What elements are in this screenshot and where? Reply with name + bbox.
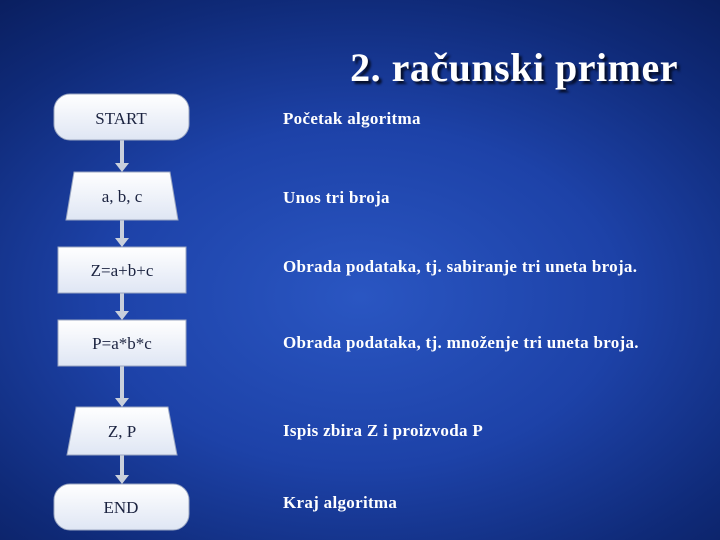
node-label-output: Z, P bbox=[107, 422, 137, 441]
arrowhead bbox=[115, 238, 129, 247]
node-output bbox=[67, 407, 177, 455]
arrowhead bbox=[115, 311, 129, 320]
node-label-input: a, b, c bbox=[101, 187, 143, 206]
slide-title: 2. računski primer bbox=[350, 45, 678, 90]
node-label-end: END bbox=[103, 498, 139, 517]
connector-line bbox=[120, 366, 124, 399]
connector-line bbox=[120, 293, 124, 312]
node-sum bbox=[58, 247, 186, 293]
node-start bbox=[54, 94, 189, 140]
node-label-product: P=a*b*c bbox=[92, 334, 152, 353]
node-input bbox=[66, 172, 178, 220]
connector-line bbox=[120, 455, 124, 476]
description-sum: Obrada podataka, tj. sabiranje tri uneta broja. bbox=[283, 257, 638, 276]
description-input: Unos tri broja bbox=[283, 188, 390, 207]
node-end bbox=[54, 484, 189, 530]
description-start: Početak algoritma bbox=[283, 109, 421, 128]
node-label-start: START bbox=[95, 109, 147, 128]
node-product bbox=[58, 320, 186, 366]
arrowhead bbox=[115, 163, 129, 172]
node-label-sum: Z=a+b+c bbox=[90, 261, 154, 280]
description-output: Ispis zbira Z i proizvoda P bbox=[283, 421, 484, 440]
connector-line bbox=[120, 220, 124, 239]
arrowhead bbox=[115, 475, 129, 484]
description-product: Obrada podataka, tj. množenje tri uneta broja. bbox=[283, 333, 639, 352]
description-end: Kraj algoritma bbox=[283, 493, 398, 512]
arrowhead bbox=[115, 398, 129, 407]
connector-line bbox=[120, 140, 124, 164]
